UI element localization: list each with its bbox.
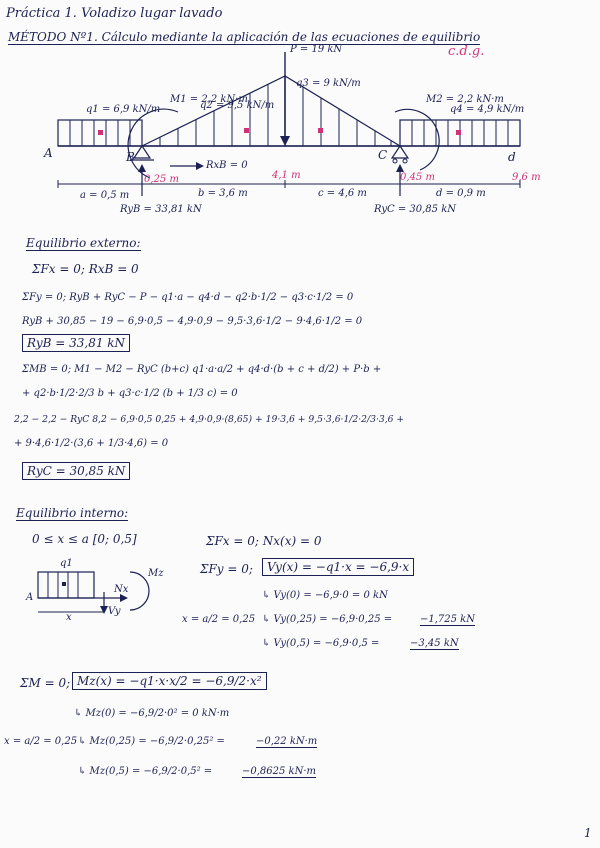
- value-mz-025-expr: ↳ Mz(0,25) = −6,9/2·0,25² =: [78, 736, 225, 747]
- ryc-label: RyC = 30,85 kN: [374, 204, 457, 215]
- cdg-label: c.d.g.: [448, 44, 485, 59]
- dim-41-label: 4,1 m: [272, 170, 301, 181]
- ryb-label: RyB = 33,81 kN: [120, 204, 202, 215]
- result-vy: Vy(x) = −q1·x = −6,9·x: [262, 558, 414, 576]
- value-mz-0: ↳ Mz(0) = −6,9/2·0² = 0 kN·m: [74, 708, 230, 719]
- equation-fy: ΣFy = 0; RyB + RyC − P − q1·a − q4·d − q2·b·1/2 − q3·c·1/2 = 0: [22, 292, 354, 303]
- equation-internal-m-lead: ΣM = 0;: [20, 676, 71, 690]
- segment-range: 0 ≤ x ≤ a [0; 0,5]: [32, 532, 137, 546]
- value-mz-05-result: −0,8625 kN·m: [242, 766, 317, 777]
- equation-mb-substituted-2: + 9·4,6·1/2·(3,6 + 1/3·4,6) = 0: [14, 438, 169, 449]
- result-ryc: RyC = 30,85 kN: [22, 462, 130, 480]
- sketch-vy-label: Vy: [108, 606, 121, 617]
- sketch-x-label: x: [66, 612, 72, 623]
- point-b-label: B: [126, 150, 135, 164]
- m1-label: M1 = 2,2 kN·m: [170, 94, 248, 105]
- dim-d-label: d = 0,9 m: [436, 188, 486, 199]
- practice-title: Práctica 1. Voladizo lugar lavado: [6, 6, 223, 21]
- dim-025-label: 0,25 m: [144, 174, 179, 185]
- point-d-label: d: [508, 150, 516, 164]
- equation-internal-fx: ΣFx = 0; Nx(x) = 0: [206, 534, 322, 548]
- internal-heading: Equilibrio interno:: [16, 506, 129, 520]
- sketch-mz-label: Mz: [148, 568, 164, 579]
- rxb-label: RxB = 0: [206, 160, 248, 171]
- page-number: 1: [584, 826, 592, 840]
- external-heading: Equilibrio externo:: [26, 236, 141, 250]
- point-c-label: C: [378, 148, 388, 162]
- x-mid-label-2: x = a/2 = 0,25: [4, 736, 78, 747]
- equation-internal-fy-lead: ΣFy = 0;: [200, 562, 253, 576]
- value-vy-025-result: −1,725 kN: [420, 614, 475, 625]
- q2-label: q2 = 9,5 kN/m: [200, 100, 275, 111]
- q4-label: q4 = 4,9 kN/m: [450, 104, 525, 115]
- equation-mb: ΣMB = 0; M1 − M2 − RyC (b+c) q1·a·a/2 + q4·d·(b + c + d/2) + P·b +: [22, 364, 382, 375]
- equation-mb-substituted: 2,2 − 2,2 − RyC 8,2 − 6,9·0,5 0,25 + 4,9·0,9·(8,65) + 19·3,6 + 9,5·3,6·1/2·2/3·3,6 +: [14, 414, 405, 425]
- result-mz: Mz(x) = −q1·x·x/2 = −6,9/2·x²: [72, 672, 267, 690]
- dim-045-label: 0,45 m: [400, 172, 435, 183]
- value-vy-05-result: −3,45 kN: [410, 638, 459, 649]
- value-vy-05-expr: ↳ Vy(0,5) = −6,9·0,5 =: [262, 638, 380, 649]
- dim-c-label: c = 4,6 m: [318, 188, 367, 199]
- p-label: P = 19 kN: [290, 44, 343, 55]
- x-mid-label-1: x = a/2 = 0,25: [182, 614, 256, 625]
- q3-label: q3 = 9 kN/m: [296, 78, 361, 89]
- dim-a-label: a = 0,5 m: [80, 190, 130, 201]
- value-mz-025-result: −0,22 kN·m: [256, 736, 318, 747]
- result-ryb: RyB = 33,81 kN: [22, 334, 130, 352]
- value-vy-0: ↳ Vy(0) = −6,9·0 = 0 kN: [262, 590, 388, 601]
- equation-mb-continued: + q2·b·1/2·2/3 b + q3·c·1/2 (b + 1/3 c) = 0: [22, 388, 238, 399]
- q1-label: q1 = 6,9 kN/m: [86, 104, 161, 115]
- sketch-a-label: A: [26, 592, 34, 603]
- value-mz-05-expr: ↳ Mz(0,5) = −6,9/2·0,5² =: [78, 766, 213, 777]
- dim-96-label: 9,6 m: [512, 172, 541, 183]
- m2-label: M2 = 2,2 kN·m: [426, 94, 504, 105]
- sketch-q1-label: q1: [60, 558, 73, 569]
- value-vy-025-expr: ↳ Vy(0,25) = −6,9·0,25 =: [262, 614, 393, 625]
- sketch-nx-label: Nx: [114, 584, 129, 595]
- point-a-label: A: [44, 146, 53, 160]
- equation-fy-substituted: RyB + 30,85 − 19 − 6,9·0,5 − 4,9·0,9 − 9,5·3,6·1/2 − 9·4,6·1/2 = 0: [22, 316, 363, 327]
- method-heading: MÉTODO Nº1. Cálculo mediante la aplicación de las ecuaciones de equilibrio: [8, 30, 481, 44]
- dim-b-label: b = 3,6 m: [198, 188, 248, 199]
- equation-fx: ΣFx = 0; RxB = 0: [32, 262, 139, 276]
